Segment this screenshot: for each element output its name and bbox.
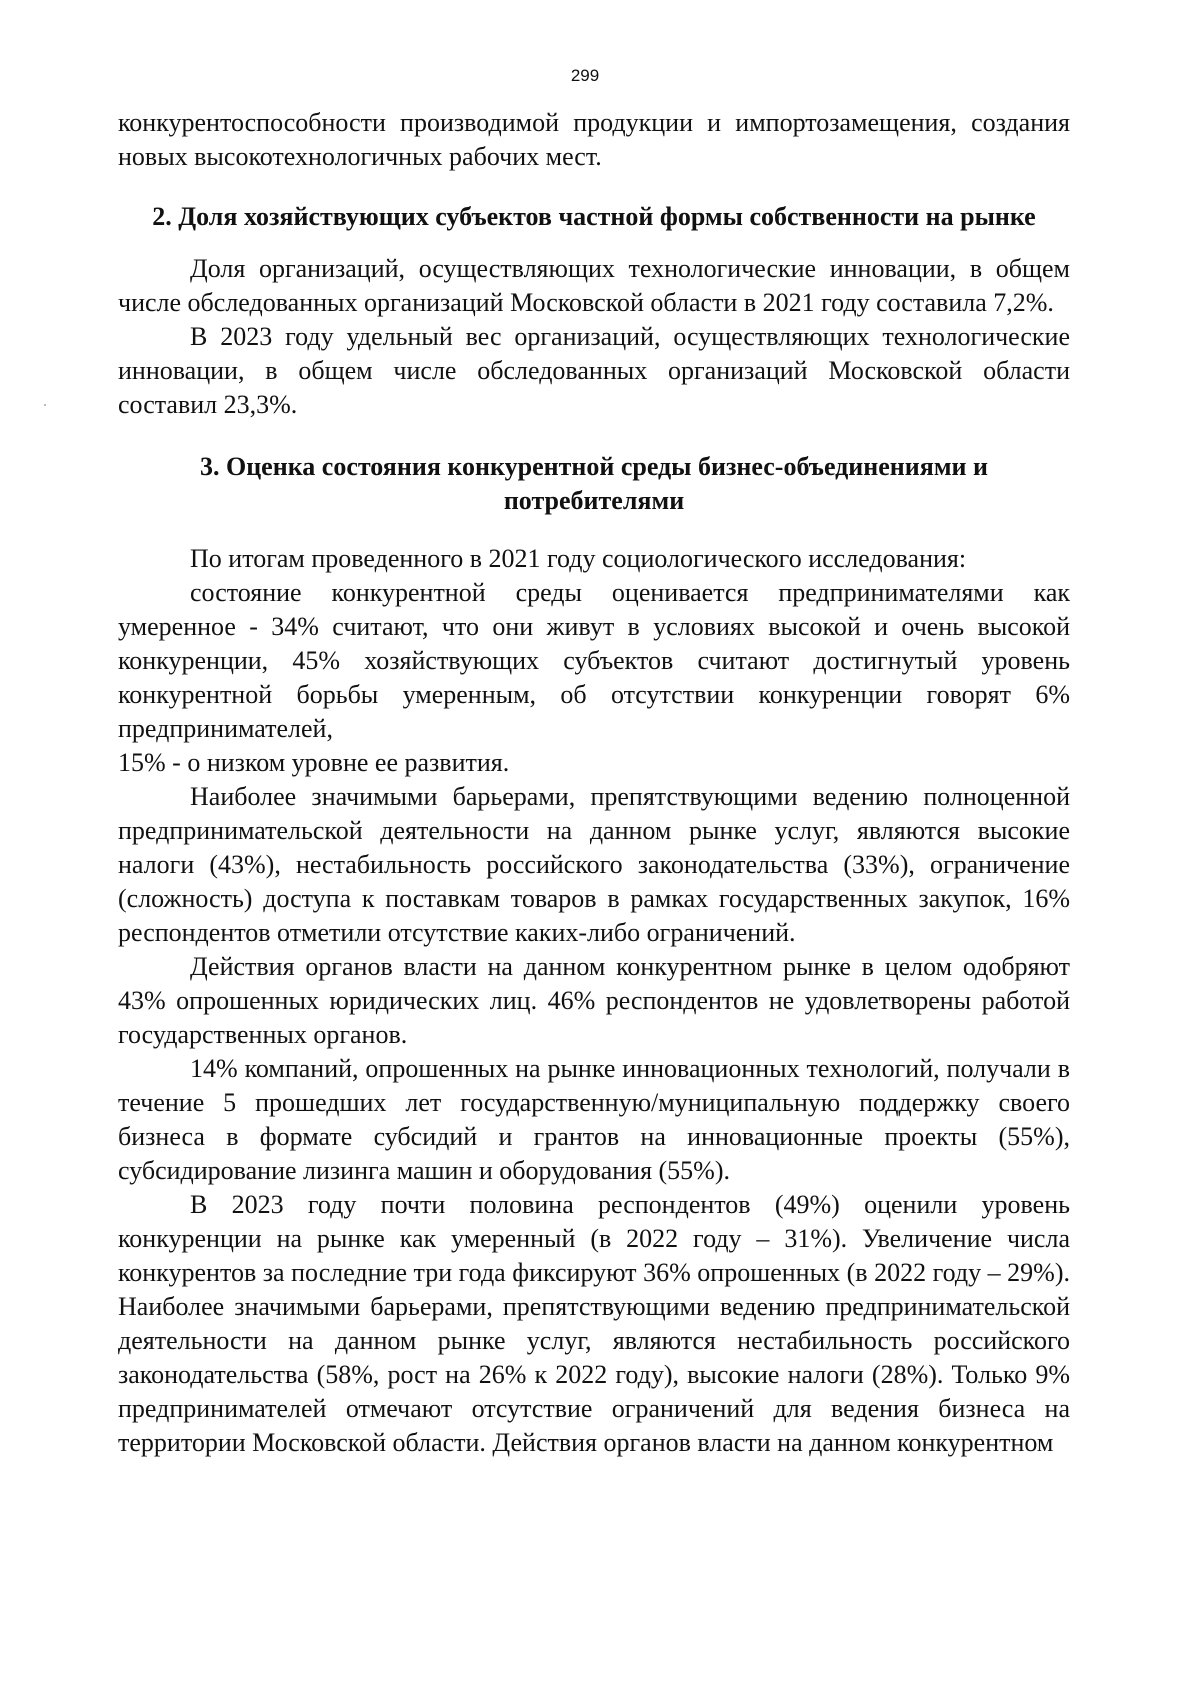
scan-artifact-mark <box>44 404 46 406</box>
paragraph-continuation: конкурентоспособности производимой продукции и импортозамещения, создания новых высокотехнологичных рабочих мест. <box>118 108 1070 171</box>
paragraph-survey-intro: По итогам проведенного в 2021 году социологического исследования: <box>190 544 967 573</box>
page-body <box>118 106 1070 1460</box>
paragraph-survey-2023: В 2023 году почти половина респондентов (49%) оценили уровень конкуренции на рынке как умеренный (в 2022 году – 31%). Увеличение числа конкурентов за последние три года фиксируют 36% опрошенных (в 2022 году – 29%). Наиболее значимыми барьерами, препятствующими ведению предпринимательской деятельности на данном рынке услуг, являются нестабильность российского законодательства (58%, рост на 26% к 2022 году), высокие налоги (28%). Только 9% предпринимателей отмечают отсутствие ограничений для ведения бизнеса на территории Московской области. Действия органов власти на данном конкурентном <box>118 1190 1070 1457</box>
section-heading-3-line-2: потребителями <box>503 486 685 515</box>
section-heading-3 <box>118 450 1070 518</box>
paragraph-barriers: Наиболее значимыми барьерами, препятствующими ведению полноценной предпринимательской деятельности на данном рынке услуг, являются высокие налоги (43%), нестабильность российского законодательства (33%), ограничение (сложность) доступа к поставкам товаров в рамках государственных закупок, 16% респондентов отметили отсутствие каких-либо ограничений. <box>118 782 1070 947</box>
paragraph-state-support: 14% компаний, опрошенных на рынке инновационных технологий, получали в течение 5 прошедших лет государственную/муниципальную поддержку своего бизнеса в формате субсидий и грантов на инновационные проекты (55%), субсидирование лизинга машин и оборудования (55%). <box>118 1054 1070 1185</box>
paragraph-innovation-share-2021: Доля организаций, осуществляющих технологические инновации, в общем числе обследованных организаций Московской области в 2021 году составила 7,2%. <box>118 254 1070 317</box>
paragraph-innovation-share-2023: В 2023 году удельный вес организаций, осуществляющих технологические инновации, в общем числе обследованных организаций Московской области составил 23,3%. <box>118 322 1070 419</box>
paragraph-competition-state: состояние конкурентной среды оценивается предпринимателями как умеренное - 34% считают, что они живут в условиях высокой и очень высокой конкуренции, 45% хозяйствующих субъектов считают достигнутый уровень конкурентной борьбы умеренным, об отсутствии конкуренции говорят 6% предпринимателей, <box>118 578 1070 743</box>
section-heading-3-line-1: 3. Оценка состояния конкурентной среды бизнес-объединениями и <box>199 452 989 481</box>
page-number: 299 <box>570 66 600 85</box>
section-heading-2: 2. Доля хозяйствующих субъектов частной формы собственности на рынке <box>152 202 1036 231</box>
paragraph-low-level: 15% - о низком уровне ее развития. <box>118 748 510 777</box>
paragraph-authorities-actions: Действия органов власти на данном конкурентном рынке в целом одобряют 43% опрошенных юридических лиц. 46% респондентов не удовлетворены работой государственных органов. <box>118 952 1070 1049</box>
